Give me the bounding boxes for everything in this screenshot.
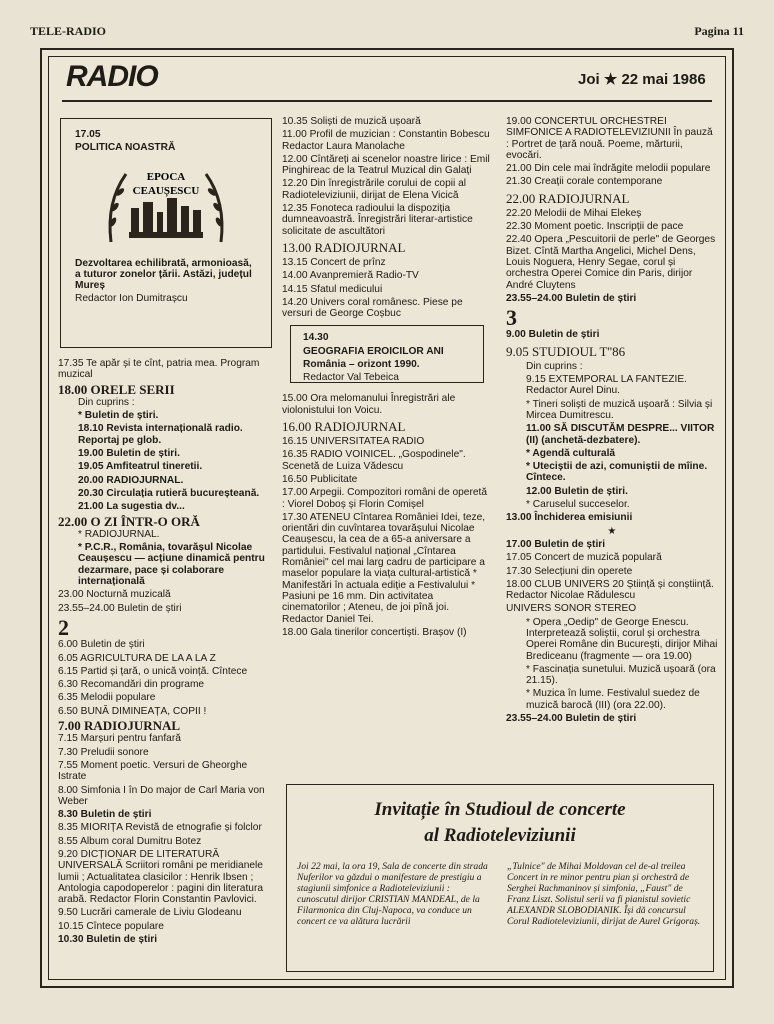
program-entry: 12.00 Buletin de știri. [526, 485, 628, 497]
section-title: RADIO [66, 60, 158, 93]
program-entry: 7.15 Marșuri pentru fanfară [58, 733, 181, 745]
program-entry: 18.10 Revista internațională radio. Reportaj pe glob. [78, 423, 243, 446]
program-entry: 21.00 La sugestia dv... [78, 501, 185, 513]
epoca-ceausescu-emblem-icon [101, 162, 231, 248]
program-entry: 6.05 AGRICULTURA DE LA A LA Z [58, 652, 216, 664]
svg-text:CEAUȘESCU: CEAUȘESCU [132, 184, 200, 197]
highlight-box-politica [60, 118, 272, 348]
program-entry: 8.55 Album coral Dumitru Botez [58, 835, 202, 847]
program-entry: 22.20 Melodii de Mihai Elekeș [506, 207, 642, 219]
program-entry: 12.20 Din înregistrările corului de copii al Radioteleviziunii, dirijat de Elena Vicică [282, 178, 467, 201]
program-entry: * RADIOJURNAL. [78, 528, 160, 540]
program-entry: 21.30 Creații corale contemporane [506, 176, 663, 188]
program-entry: * Muzica în lume. Festivalul suedez de muzică barocă (III) (ora 22.00). [526, 688, 700, 711]
program-entry: 10.15 Cîntece populare [58, 920, 164, 932]
column-program-3 [506, 116, 718, 726]
program-entry: 17.00 Arpegii. Compozitori români de operetă : Viorel Doboș și Florin Comișel [282, 487, 487, 510]
concert-invitation-box [286, 784, 714, 972]
program-entry: * P.C.R., România, tovarășul Nicolae Ceaușescu — acțiune dinamică pentru dezarmare, pace și colaborare internațională [78, 542, 265, 588]
program-entry: 6.50 BUNĂ DIMINEAȚA, COPII ! [58, 705, 207, 717]
program-entry: 14.15 Sfatul medicului [282, 283, 383, 295]
program-entry: 22.30 Moment poetic. Inscripții de pace [506, 221, 684, 233]
program-entry: UNIVERS SONOR STEREO [506, 603, 637, 615]
program-entry: 11.00 Profil de muzician : Constantin Bobescu Redactor Laura Manolache [282, 129, 490, 152]
program-entry: 17.30 Selecțiuni din operete [506, 565, 633, 577]
box-subtitle: România – orizont 1990. [303, 359, 420, 371]
program-entry: 6.30 Recomandări din programe [58, 679, 205, 691]
program-entry: 13.15 Concert de prînz [282, 256, 386, 268]
program-entry: 16.50 Publicitate [282, 473, 358, 485]
program-entry: 22.40 Opera „Pescuitorii de perle" de Georges Bizet. Cîntă Martha Angelici, Michel Dens, Louis Noguera, Henry Segae, corul și orchestra Operei Comice din Paris, dirijor André Cluytens [506, 234, 716, 291]
invitation-title: Invitație în Studioul de concerte [374, 799, 626, 820]
page-header [30, 24, 744, 39]
program-entry: 14.20 Univers coral românesc. Piese pe versuri de George Coșbuc [282, 296, 463, 320]
program-entry: 8.00 Simfonia I în Do major de Carl Maria von Weber [58, 784, 265, 807]
svg-text:EPOCA: EPOCA [146, 170, 186, 183]
section-heading: 22.00 O ZI ÎNTR-O ORĂ [58, 513, 200, 529]
program-entry: * Caruselul succeselor. [526, 499, 630, 511]
program-entry: 13.00 Închiderea emisiunii [506, 512, 633, 524]
program-entry: * Opera „Oedip" de George Enescu. Interpretează soliștii, corul și orchestra Operei Române din București, dirijor Mihai Brediceanu (fragmente — ora 19.00) [526, 616, 718, 662]
page-number: Pagina 11 [694, 24, 744, 38]
program-entry: 17.30 ATENEU Cîntarea României Idei, teze, orientări din cuvîntarea tovarășului Nicolae Ceaușescu, la cea de a 65-a aniversare a partidului. Festivalul național „Cîntarea României" cel mai larg cadru de participare a maselor populare la viața cultural-artistică * Manifestări în actuala ediție a Festivalului * Pasiuni pe 16 mm. Din activitatea cinematorilor ; Ateneu, de joi pînă joi. Redactor Daniel Tei. [282, 511, 486, 625]
program-entry: * Buletin de știri. [78, 410, 159, 422]
program-entry: Din cuprins : [78, 396, 135, 408]
program-entry: 9.50 Lucrări camerale de Liviu Glodeanu [58, 907, 242, 919]
program-entry: 8.35 MIORIȚA Revistă de etnografie și folclor [58, 822, 262, 834]
section-heading: 16.00 RADIOJURNAL [282, 419, 406, 435]
section-heading: 22.00 RADIOJURNAL [506, 190, 630, 206]
box-time: 14.30 [303, 332, 329, 344]
highlight-box-geografia [290, 325, 484, 383]
program-entry: 6.15 Partid și țară, o unică voință. Cîntece [58, 665, 248, 677]
program-number: 2 [58, 614, 69, 640]
program-entry: 14.00 Avanpremieră Radio-TV [282, 270, 419, 282]
program-entry: 11.00 SĂ DISCUTĂM DESPRE... VIITOR (II) (anchetă-dezbatere). [526, 423, 715, 446]
program-entry: 6.00 Buletin de știri [58, 639, 145, 651]
magazine-name: TELE-RADIO [30, 24, 107, 38]
program-entry: * Uteciștii de azi, comuniștii de mîine. Cîntece. [526, 461, 708, 484]
box-description: Dezvoltarea echilibrată, armonioasă, a tuturor zonelor țării. Astăzi, județul Mureș [75, 257, 252, 292]
program-entry: 10.30 Buletin de știri [58, 934, 158, 946]
section-heading: 13.00 RADIOJURNAL [282, 239, 406, 255]
program-entry: 19.05 Amfiteatrul tineretii. [78, 461, 203, 473]
program-entry: 20.30 Circulația rutieră bucureșteană. [78, 487, 260, 499]
program-entry: * Agendă culturală [526, 447, 616, 459]
program-entry: 17.05 Concert de muzică populară [506, 552, 662, 564]
program-entry: 23.55–24.00 Buletin de știri [58, 602, 182, 614]
program-entry: 9.15 EXTEMPORAL LA FANTEZIE. Redactor Aurel Dinu. [526, 374, 687, 397]
star-separator: ★ [607, 525, 617, 537]
box-title: POLITICA NOASTRĂ [75, 142, 176, 154]
invitation-text-left: Joi 22 mai, la ora 19, Sala de concerte din strada Nuferilor va găzdui o manifestare de prestigiu a stagiunii simfonice a Radioteleviziunii : cunoscutul dirijor CRISTIAN MANDEAL, de la Filarmonica din Cluj-Napoca, va conduce un concert ce va alătura lucrării [297, 861, 488, 927]
program-entry: 12.35 Fonoteca radioului la dispoziția dumneavoastră. Înregistrări literar-artistice solicitate de ascultători [282, 203, 473, 237]
box-time: 17.05 [75, 129, 101, 140]
program-entry: 12.00 Cîntăreți ai scenelor noastre lirice : Emil Pinghireac de la Teatrul Muzical din Galați [282, 153, 490, 177]
program-entry: 23.00 Nocturnă muzicală [58, 589, 171, 601]
program-entry: 9.00 Buletin de știri [506, 329, 600, 341]
program-entry: 9.20 DICȚIONAR DE LITERATURĂ UNIVERSALĂ Scriitori români pe meridianele lumii ; Actualitatea clasicilor : Henrik Ibsen ; Antologia capodoperelor : pagini din literatura arabă. Redactor Florin Constantin Pavlovici. [58, 848, 264, 906]
program-entry: 15.00 Ora melomanului Înregistrări ale violonistului Ion Voicu. [282, 393, 456, 416]
section-heading: 9.05 STUDIOUL T''86 [506, 343, 626, 359]
invitation-text-right: „Tulnice" de Mihai Moldovan cel de-al treilea Concert in re minor pentru pian și orchestră de Serghei Rachmaninov și simfonia, „Faust" de Franz Liszt. Solistul serii va fi pianistul sovietic ALEXANDR SLOBODIANIK. Își dă concursul Corul Radioteleviziunii, dirijat de Aurel Grigoraș. [507, 861, 701, 927]
box-editor: Redactor Val Tebeica [303, 372, 399, 384]
box-editor: Redactor Ion Dumitrașcu [75, 293, 188, 305]
program-entry: 8.30 Buletin de știri [58, 809, 152, 821]
program-entry: 7.55 Moment poetic. Versuri de Gheorghe Istrate [58, 759, 248, 783]
column-program-1 [58, 116, 274, 947]
invitation-subtitle: al Radioteleviziunii [424, 825, 576, 846]
program-entry: 18.00 Gala tinerilor concertiști. Brașov (I) [282, 626, 467, 638]
column-program-1-continued [282, 116, 492, 640]
program-entry: 23.55–24.00 Buletin de știri [506, 713, 637, 725]
date-line: Joi ★ 22 mai 1986 [578, 71, 706, 88]
program-entry: 23.55–24.00 Buletin de știri [506, 292, 637, 304]
program-entry: 16.35 RADIO VOINICEL. „Gospodinele". Scenetă de Luiza Vădescu [282, 449, 466, 472]
program-entry: 19.00 Buletin de știri. [78, 448, 180, 460]
program-entry: 17.35 Te apăr și te cînt, patria mea. Program muzical [58, 358, 260, 381]
program-entry: 21.00 Din cele mai îndrăgite melodii populare [506, 163, 711, 175]
program-entry: 6.35 Melodii populare [58, 692, 156, 704]
program-entry: * Tineri soliști de muzică ușoară : Silvia și Mircea Dumitrescu. [526, 398, 713, 421]
section-heading: 18.00 ORELE SERII [58, 381, 175, 397]
section-heading: 7.00 RADIOJURNAL [58, 718, 181, 734]
program-entry: 20.00 RADIOJURNAL. [78, 474, 184, 486]
box-title: GEOGRAFIA EROICILOR ANI [303, 345, 444, 357]
program-entry: Din cuprins : [526, 360, 583, 372]
program-entry: 17.00 Buletin de știri [506, 538, 606, 550]
program-entry: 10.35 Soliști de muzică ușoară [282, 116, 421, 127]
title-rule [62, 100, 712, 102]
program-entry: * Fascinația sunetului. Muzică ușoară (ora 21.15). [526, 663, 716, 687]
program-entry: 19.00 CONCERTUL ORCHESTREI SIMFONICE A RADIOTELEVIZIUNII În pauză : Portret de țară nouă. Poeme, mărturii, evocări. [506, 116, 713, 161]
program-entry: 16.15 UNIVERSITATEA RADIO [282, 436, 425, 448]
program-number: 3 [506, 305, 517, 331]
program-entry: 18.00 CLUB UNIVERS 20 Știință și conștiință. Redactor Nicolae Rădulescu [506, 578, 714, 602]
program-entry: 7.30 Preludii sonore [58, 746, 149, 758]
